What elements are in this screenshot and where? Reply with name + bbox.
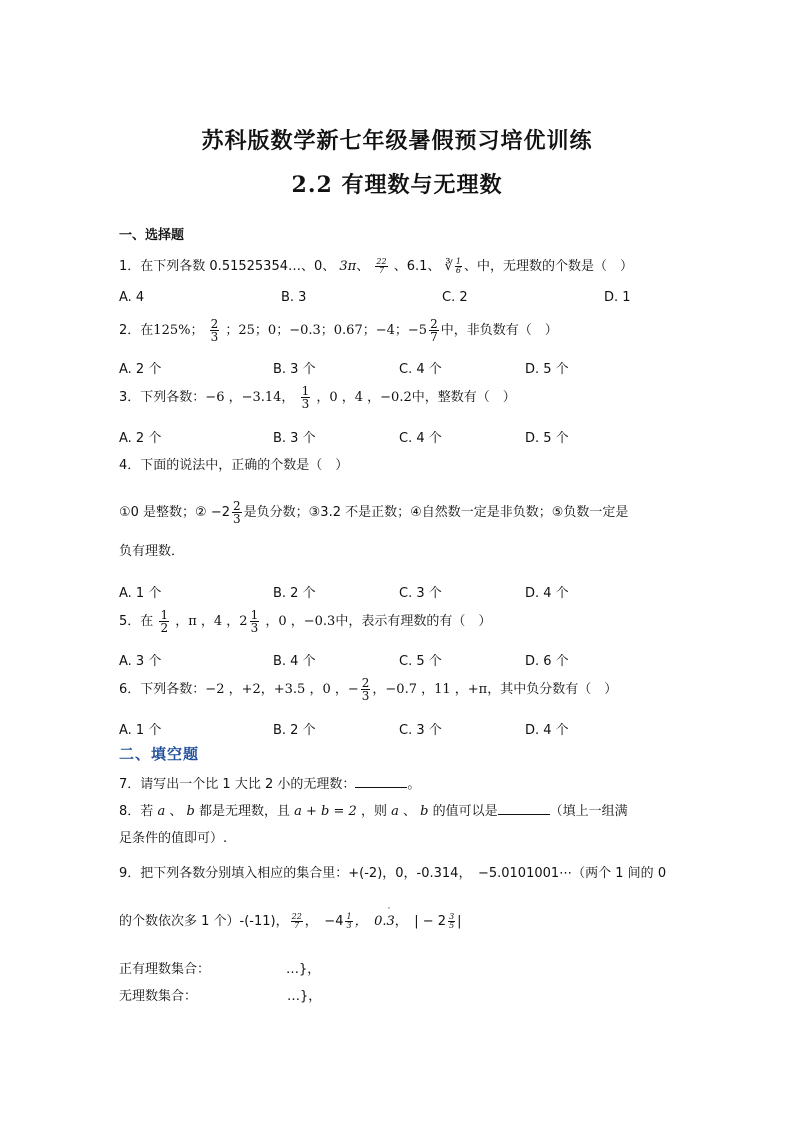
q4-statements-cont: 负有理数． (119, 544, 185, 559)
question-9-numbers: 的个数依次多 1 个）-(-11)， $\frac{22}{7}$ ， −4 $\frac{1}{3}$ ， 0.3 · ， | − 2 $\frac{3}{5}$ | (119, 904, 462, 930)
q1-option-d: D. 1 (604, 290, 631, 305)
question-5: 5．在 $\frac{1}{2}$ ，π ，4 ，2 $\frac{1}{3}$ ，0 ，−0.3中，表示有理数的有（ ） (119, 608, 492, 635)
q7-answer-blank[interactable] (355, 775, 407, 788)
q3-option-b: B. 3 个 (273, 431, 316, 446)
q6-option-b: B. 2 个 (273, 723, 316, 738)
section-fill-heading: 二、填空题 (119, 745, 200, 763)
set-irrational: 无理数集合： …}， (119, 989, 322, 1004)
q5-option-a: A. 3 个 (119, 654, 162, 669)
q2-option-b: B. 3 个 (273, 362, 316, 377)
q3-option-c: C. 4 个 (399, 431, 442, 446)
question-1: 1．在下列各数 0.51525354…、0、 3π、 $\frac{22}{7}$ 、6.1、 ∛ $\frac{1}{6}$ 、中，无理数的个数是（ ） (119, 257, 633, 275)
q2-option-c: C. 4 个 (399, 362, 442, 377)
page-subtitle: 2.2 有理数与无理数 (291, 172, 503, 198)
question-3: 3．下列各数：−6 ，−3.14， $\frac{1}{3}$ ，0 ，4 ，−0.2中，整数有（ ） (119, 384, 516, 411)
q4-statements: ①0 是整数；② −2 $\frac{2}{3}$ 是负分数；③3.2 不是正数；④自然数一定是非负数；⑤负数一定是 (119, 499, 629, 526)
question-2: 2．在125%； $\frac{2}{3}$ ；25；0；−0.3；0.67；−4；−5 $\frac{2}{7}$ 中，非负数有（ ） (119, 317, 558, 344)
q6-option-d: D. 4 个 (525, 723, 569, 738)
page-title: 苏科版数学新七年级暑假预习培优训练 (201, 128, 593, 154)
q5-option-c: C. 5 个 (399, 654, 442, 669)
q6-option-c: C. 3 个 (399, 723, 442, 738)
q4-option-d: D. 4 个 (525, 586, 569, 601)
q1-option-a: A. 4 (119, 290, 145, 305)
q8-answer-blank[interactable] (498, 802, 550, 815)
question-4: 4．下面的说法中，正确的个数是（ ） (119, 458, 349, 473)
q3-option-d: D. 5 个 (525, 431, 569, 446)
q1-option-c: C. 2 (442, 290, 468, 305)
question-6: 6．下列各数：−2 ，+2，+3.5 ，0 ，− $\frac{2}{3}$ ，−0.7 ，11 ，+π，其中负分数有（ ） (119, 676, 618, 703)
question-9: 9．把下列各数分别填入相应的集合里：+(-2)，0，-0.314， −5.0101001⋯（两个 1 间的 0 (119, 866, 667, 881)
q1-option-b: B. 3 (281, 290, 307, 305)
question-8: 8．若 a 、 b 都是无理数，且 a + b = 2 ，则 a 、 b 的值可以是 （填上一组满 (119, 804, 628, 819)
q4-option-a: A. 1 个 (119, 586, 162, 601)
q2-option-d: D. 5 个 (525, 362, 569, 377)
q2-option-a: A. 2 个 (119, 362, 162, 377)
q6-option-a: A. 1 个 (119, 723, 162, 738)
question-8-cont: 足条件的值即可）. (119, 831, 228, 846)
set-positive-rational: 正有理数集合： …}， (119, 962, 321, 977)
question-7: 7．请写出一个比 1 大比 2 小的无理数： 。 (119, 777, 421, 792)
q4-option-c: C. 3 个 (399, 586, 442, 601)
q4-option-b: B. 2 个 (273, 586, 316, 601)
q3-option-a: A. 2 个 (119, 431, 162, 446)
q5-option-d: D. 6 个 (525, 654, 569, 669)
section-choice-heading: 一、选择题 (119, 228, 185, 243)
q5-option-b: B. 4 个 (273, 654, 316, 669)
